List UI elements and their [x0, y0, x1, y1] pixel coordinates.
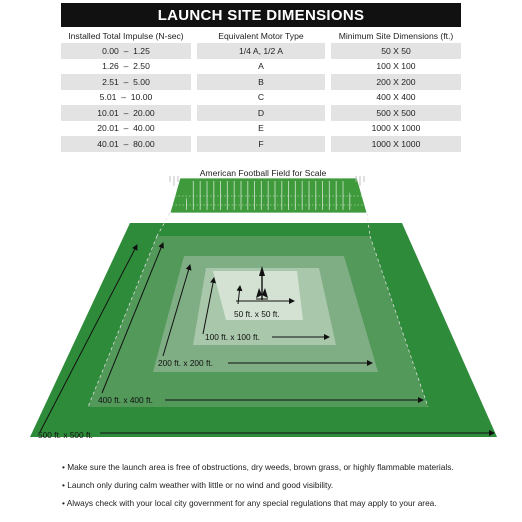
- site-dimension-cell: 1000 X 1000: [331, 136, 461, 152]
- label-200: 200 ft. x 200 ft.: [158, 358, 213, 368]
- motor-type-cell: F: [197, 136, 325, 152]
- header-site-dimensions: Minimum Site Dimensions (ft.): [338, 30, 454, 41]
- label-400: 400 ft. x 400 ft.: [98, 395, 153, 405]
- impulse-range-cell: 10.01 – 20.00: [61, 105, 191, 121]
- impulse-range-cell: 40.01 – 80.00: [61, 136, 191, 152]
- safety-notes: [62, 460, 522, 514]
- motor-type-cell: 1/4 A, 1/2 A: [197, 43, 325, 59]
- football-field: [170, 176, 367, 213]
- football-field-caption: American Football Field for Scale: [199, 168, 327, 178]
- label-100: 100 ft. x 100 ft.: [205, 332, 260, 342]
- page-title: LAUNCH SITE DIMENSIONS: [61, 3, 461, 27]
- impulse-range-cell: 2.51 – 5.00: [61, 74, 191, 90]
- site-dimension-cell: 500 X 500: [331, 105, 461, 121]
- site-dimension-cell: 50 X 50: [331, 43, 461, 59]
- header-motor-type: Equivalent Motor Type: [218, 30, 304, 41]
- impulse-range-cell: 1.26 – 2.50: [61, 59, 191, 75]
- note-item: • Make sure the launch area is free of obstructions, dry weeds, brown grass, or highly flammable materials.: [62, 462, 454, 472]
- label-50: 50 ft. x 50 ft.: [234, 309, 280, 319]
- motor-type-cell: C: [197, 90, 325, 106]
- impulse-range-cell: 20.01 – 40.00: [61, 121, 191, 137]
- motor-type-cell: D: [197, 105, 325, 121]
- label-500: 500 ft. x 500 ft.: [38, 430, 93, 440]
- site-dimension-cell: 400 X 400: [331, 90, 461, 106]
- impulse-range-cell: 5.01 – 10.00: [61, 90, 191, 106]
- site-dimension-cell: 100 X 100: [331, 59, 461, 75]
- note-item: • Launch only during calm weather with little or no wind and good visibility.: [62, 480, 334, 490]
- site-dimension-cell: 1000 X 1000: [331, 121, 461, 137]
- motor-type-cell: E: [197, 121, 325, 137]
- motor-type-cell: B: [197, 74, 325, 90]
- motor-type-cell: A: [197, 59, 325, 75]
- impulse-range-cell: 0.00 – 1.25: [61, 43, 191, 59]
- site-dimension-cell: 200 X 200: [331, 74, 461, 90]
- note-item: • Always check with your local city government for any special regulations that may apply to your area.: [62, 498, 437, 508]
- header-impulse: Installed Total Impulse (N-sec): [68, 30, 184, 41]
